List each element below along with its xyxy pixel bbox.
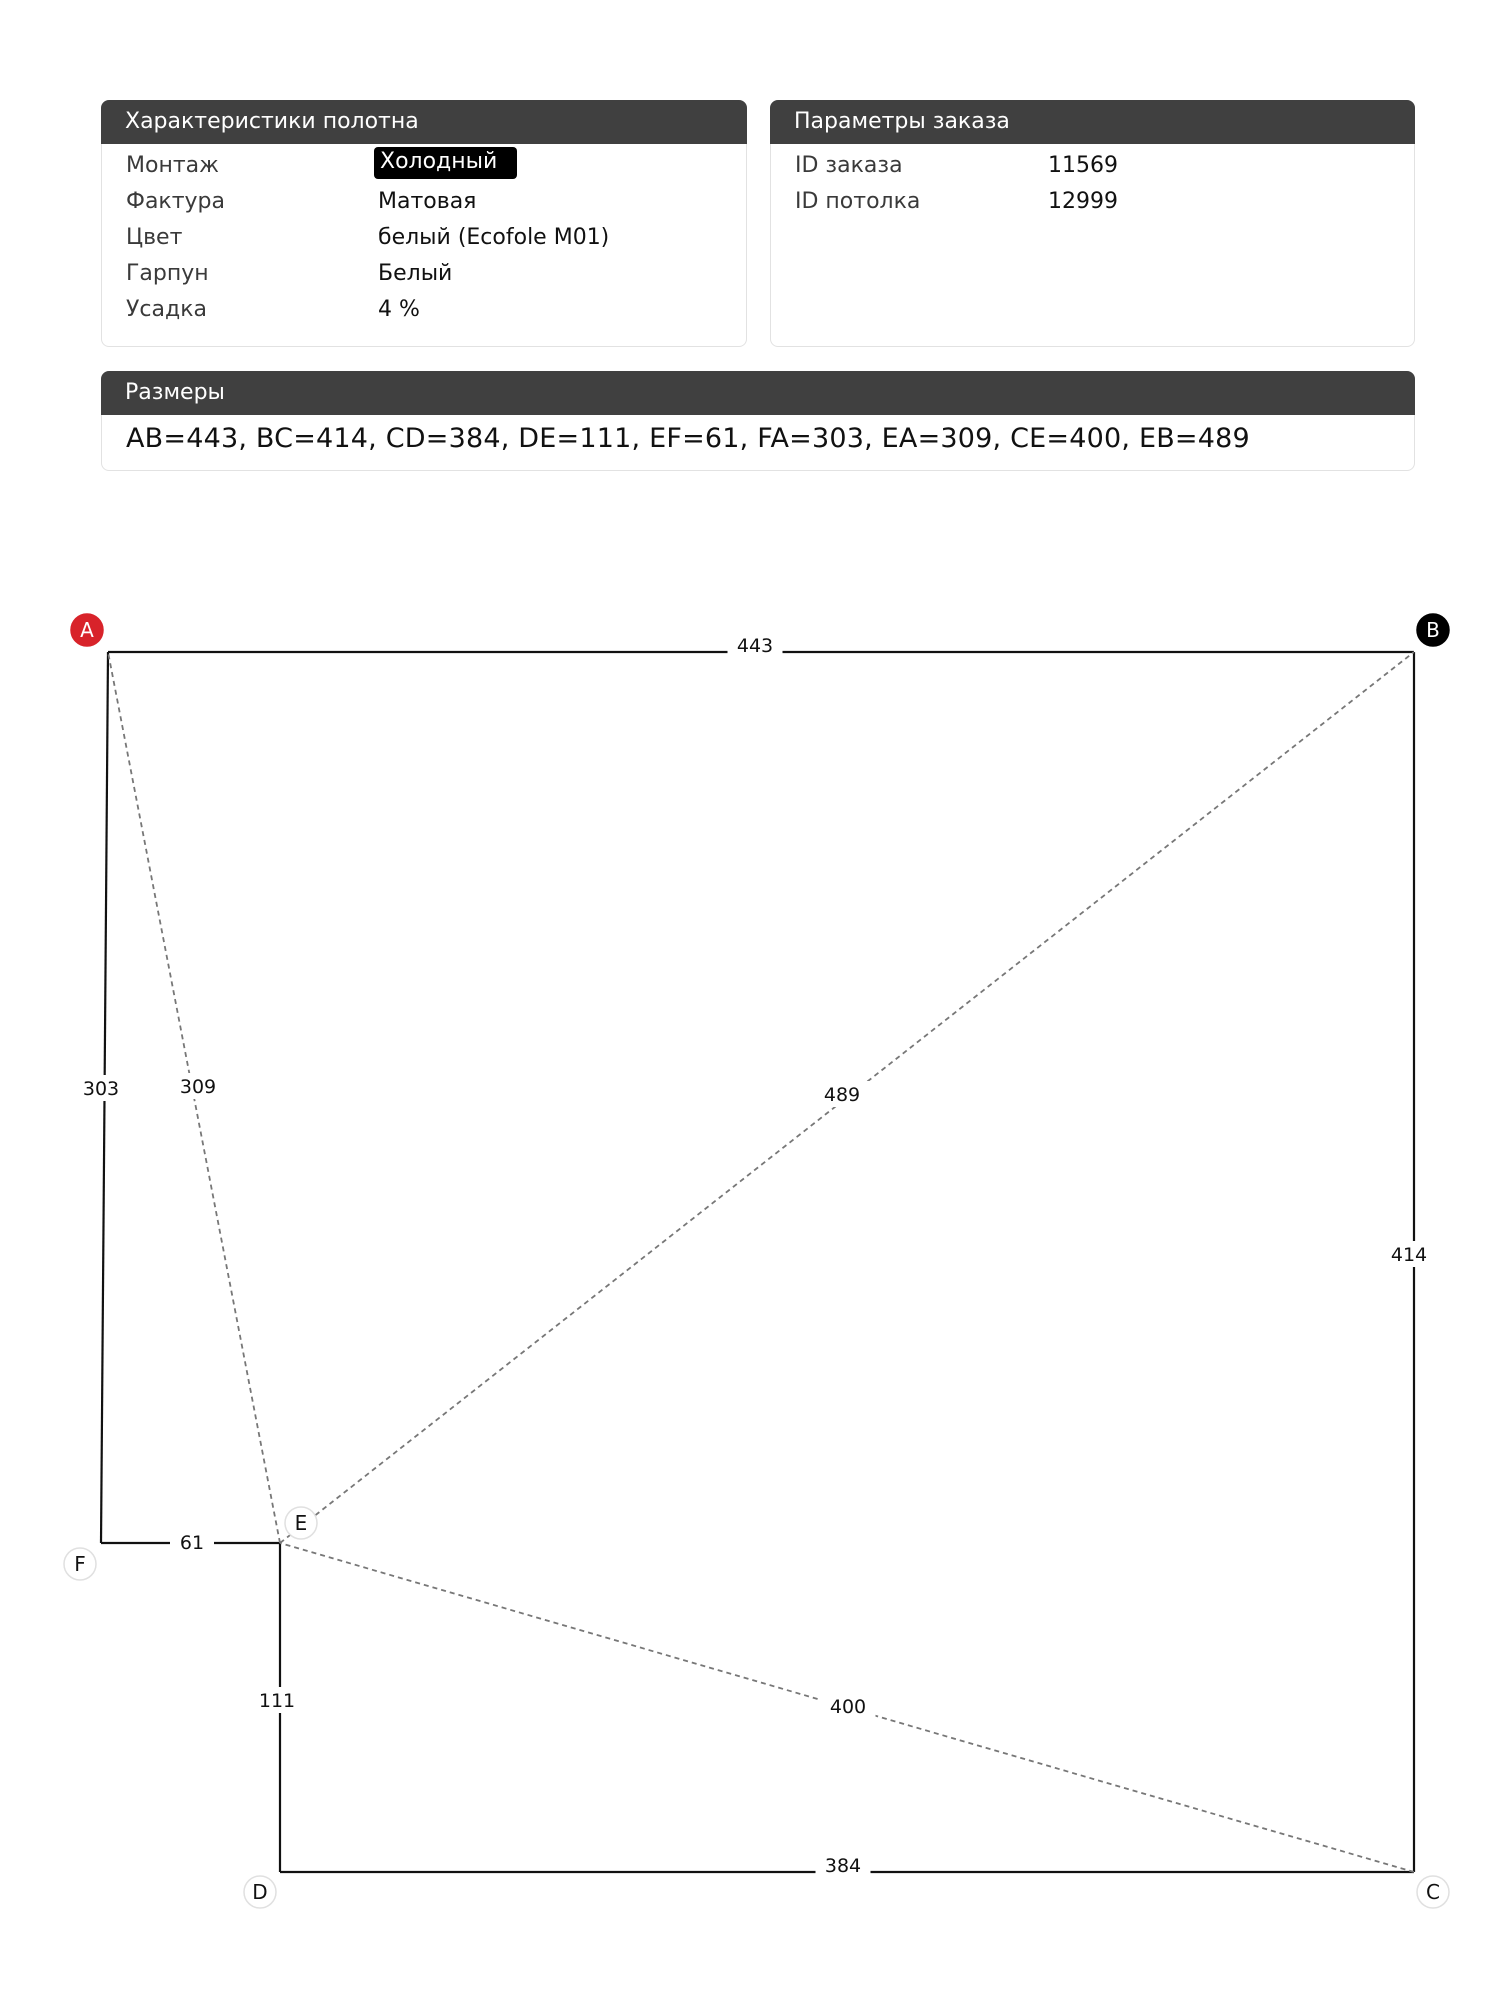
order-id-value: 11569 <box>1048 153 1118 178</box>
property-label: Монтаж <box>126 153 219 178</box>
edge-label-BC: 414 <box>1390 1244 1428 1266</box>
edge-label-EF: 61 <box>179 1532 205 1554</box>
vertex-label-C: C <box>1426 1880 1440 1904</box>
edge-labels-layer <box>74 632 1437 1878</box>
edge-label-CD: 384 <box>824 1855 862 1877</box>
ceiling-id-value: 12999 <box>1048 189 1118 214</box>
property-label: Усадка <box>126 297 207 322</box>
property-value: белый (Ecofole M01) <box>378 225 610 250</box>
edge-label-EB: 489 <box>823 1084 861 1106</box>
property-label: Гарпун <box>126 261 209 286</box>
edge-label-AB: 443 <box>736 635 774 657</box>
vertex-label-A: A <box>80 618 94 642</box>
order-params-title: Параметры заказа <box>770 100 1415 144</box>
edge-label-DE: 111 <box>258 1690 296 1712</box>
vertex-label-D: D <box>252 1880 268 1904</box>
vertex-label-B: B <box>1426 618 1440 642</box>
property-value: Белый <box>378 261 453 286</box>
dimensions-title: Размеры <box>101 371 1415 415</box>
edge-label-EA: 309 <box>179 1076 217 1098</box>
edge-label-FA: 303 <box>82 1078 120 1100</box>
vertices-layer <box>64 614 1449 1908</box>
edge-label-CE: 400 <box>829 1696 867 1718</box>
property-value: 4 % <box>378 297 420 322</box>
dimensions-text: AB=443, BC=414, CD=384, DE=111, EF=61, FA=303, EA=309, CE=400, EB=489 <box>126 423 1250 454</box>
canvas-properties-title: Характеристики полотна <box>101 100 747 144</box>
order-label: ID заказа <box>795 153 903 178</box>
property-label: Фактура <box>126 189 225 214</box>
vertex-label-F: F <box>74 1552 86 1576</box>
property-value: Матовая <box>378 189 477 214</box>
mount-type-badge: Холодный <box>374 147 517 179</box>
property-label: Цвет <box>126 225 183 250</box>
vertex-label-E: E <box>294 1511 308 1535</box>
order-label: ID потолка <box>795 189 921 214</box>
